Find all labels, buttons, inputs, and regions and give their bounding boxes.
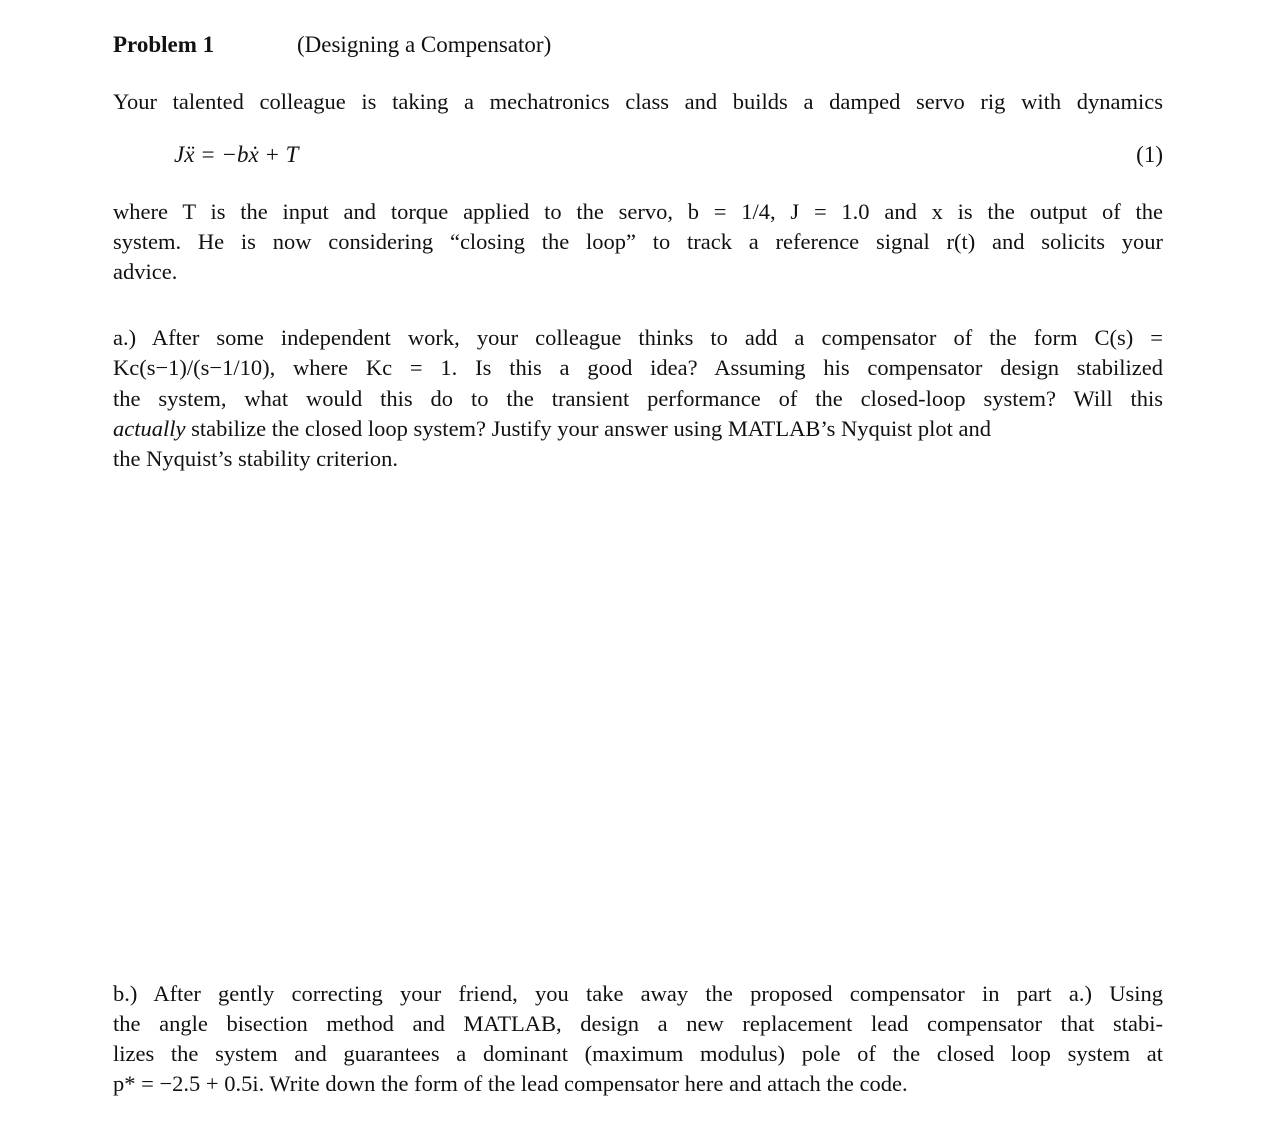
part-a-line-4 bbox=[113, 414, 1163, 444]
part-a-line-1: a.) After some independent work, your colleague thinks to add a compensator of the form C(s) = bbox=[113, 325, 1163, 350]
intro-text: Your talented colleague is taking a mechatronics class and builds a damped servo rig with dynamics bbox=[113, 89, 1163, 114]
part-a-line-2: Kc(s−1)/(s−1/10), where Kc = 1. Is this a good idea? Assuming his compensator design stabilized bbox=[113, 355, 1163, 380]
part-b-line-4: p* = −2.5 + 0.5i. Write down the form of the lead compensator here and attach the code. bbox=[113, 1071, 908, 1096]
part-b-line-3: lizes the system and guarantees a dominant (maximum modulus) pole of the closed loop system at bbox=[113, 1041, 1163, 1066]
document-page bbox=[113, 0, 1163, 1147]
part-b-line-2: the angle bisection method and MATLAB, design a new replacement lead compensator that stabi- bbox=[113, 1011, 1163, 1036]
part-a-line-5: the Nyquist’s stability criterion. bbox=[113, 446, 398, 471]
description-line-3: advice. bbox=[113, 259, 178, 284]
problem-subtitle: (Designing a Compensator) bbox=[297, 32, 552, 57]
emphasis-actually: actually bbox=[113, 416, 186, 441]
problem-label: Problem 1 bbox=[113, 32, 215, 57]
part-a-line-3: the system, what would this do to the transient performance of the closed-loop system? Will this bbox=[113, 386, 1163, 411]
equation-number: (1) bbox=[1136, 142, 1163, 167]
part-a-line-4-rest: stabilize the closed loop system? Justify your answer using MATLAB’s Nyquist plot and bbox=[185, 416, 992, 441]
description-line-1: where T is the input and torque applied to the servo, b = 1/4, J = 1.0 and x is the output of the bbox=[113, 199, 1163, 224]
part-b-line-1: b.) After gently correcting your friend, you take away the proposed compensator in part a.) Using bbox=[113, 981, 1163, 1006]
description-line-2: system. He is now considering “closing the loop” to track a reference signal r(t) and solicits your bbox=[113, 229, 1163, 254]
dynamics-equation: Jẍ = −bẋ + T bbox=[174, 142, 299, 167]
